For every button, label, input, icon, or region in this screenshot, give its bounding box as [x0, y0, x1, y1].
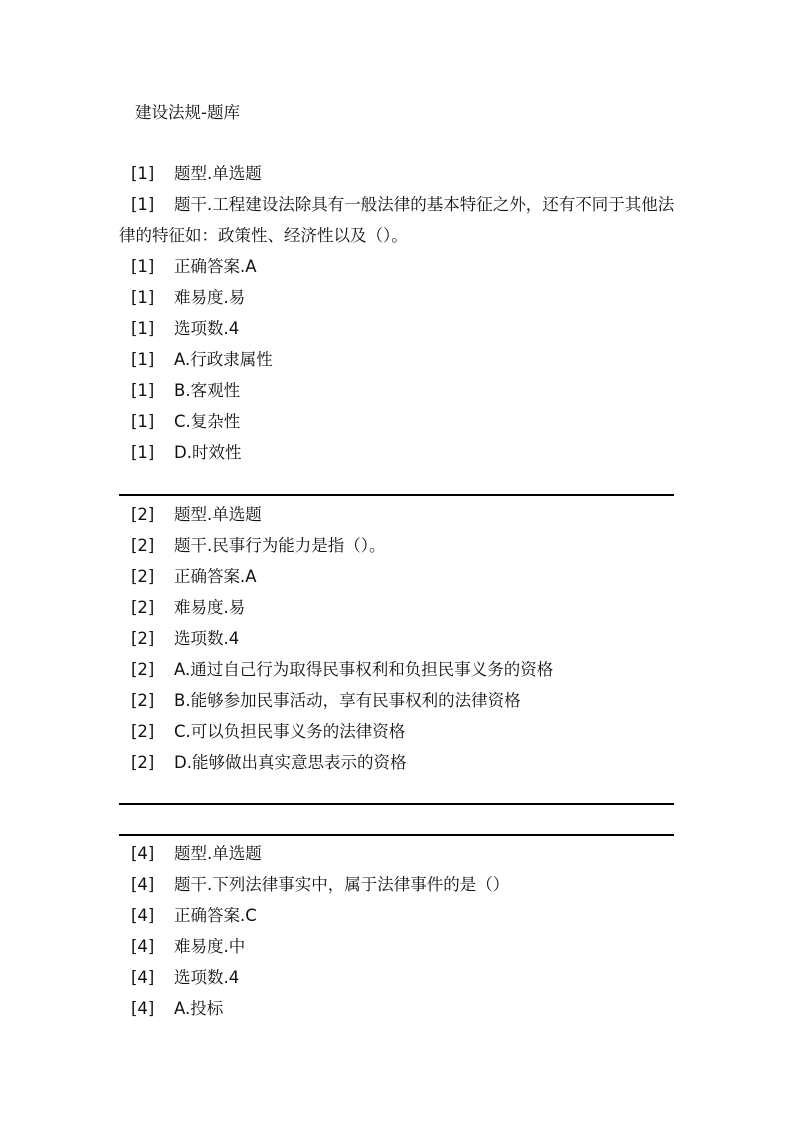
difficulty: 难易度.中 — [174, 937, 246, 956]
question-index: [1] — [131, 257, 155, 276]
question-line — [119, 530, 679, 561]
question-line — [119, 747, 679, 778]
question-line — [119, 993, 679, 1024]
question-index: [1] — [131, 319, 155, 338]
difficulty: 难易度.易 — [174, 598, 246, 617]
question-index: [4] — [131, 937, 155, 956]
correct-answer: 正确答案.A — [174, 257, 257, 276]
question-line — [119, 869, 679, 900]
question-index: [2] — [131, 536, 155, 555]
question-line — [119, 251, 679, 282]
question-line — [119, 344, 679, 375]
option-a: A.行政隶属性 — [174, 350, 273, 369]
question-index: [1] — [131, 443, 155, 462]
question-line — [119, 499, 679, 530]
question-index: [1] — [131, 164, 155, 183]
option-count: 选项数.4 — [174, 319, 240, 338]
question-index: [2] — [131, 753, 155, 772]
divider — [119, 834, 674, 836]
question-type: 题型.单选题 — [174, 505, 262, 524]
question-stem: 题干.民事行为能力是指（）。 — [174, 536, 386, 555]
option-a: A.投标 — [174, 999, 224, 1018]
question-line — [119, 437, 679, 468]
question-stem: 题干.工程建设法除具有一般法律的基本特征之外，还有不同于其他法律的特征如：政策性、经济性以及（）。 — [119, 195, 675, 245]
question-index: [2] — [131, 722, 155, 741]
question-index: [2] — [131, 629, 155, 648]
question-index: [1] — [131, 288, 155, 307]
divider — [119, 803, 674, 805]
correct-answer: 正确答案.A — [174, 567, 257, 586]
correct-answer: 正确答案.C — [174, 906, 257, 925]
option-a: A.通过自己行为取得民事权利和负担民事义务的资格 — [174, 660, 554, 679]
option-d: D.时效性 — [174, 443, 242, 462]
option-c: C.可以负担民事义务的法律资格 — [174, 722, 406, 741]
question-line — [119, 158, 679, 189]
question-index: [1] — [131, 381, 155, 400]
question-index: [4] — [131, 844, 155, 863]
option-count: 选项数.4 — [174, 629, 240, 648]
question-stem: 题干.下列法律事实中，属于法律事件的是（） — [174, 875, 510, 894]
question-index: [2] — [131, 598, 155, 617]
question-index: [4] — [131, 968, 155, 987]
question-index: [2] — [131, 505, 155, 524]
question-line — [119, 716, 679, 747]
question-line — [119, 406, 679, 437]
option-c: C.复杂性 — [174, 412, 241, 431]
question-line — [119, 313, 679, 344]
question-index: [2] — [131, 567, 155, 586]
option-d: D.能够做出真实意思表示的资格 — [174, 753, 407, 772]
question-index: [1] — [131, 195, 155, 214]
question-type: 题型.单选题 — [174, 164, 262, 183]
question-line — [119, 592, 679, 623]
question-line — [119, 623, 679, 654]
question-index: [1] — [131, 412, 155, 431]
question-type: 题型.单选题 — [174, 844, 262, 863]
question-index: [4] — [131, 999, 155, 1018]
question-index: [4] — [131, 875, 155, 894]
question-index: [4] — [131, 906, 155, 925]
question-line — [119, 931, 679, 962]
document-title: 建设法规-题库 — [135, 103, 240, 122]
difficulty: 难易度.易 — [174, 288, 246, 307]
option-b: B.客观性 — [174, 381, 241, 400]
question-1 — [119, 158, 679, 468]
question-line — [119, 838, 679, 869]
question-line — [119, 900, 679, 931]
option-b: B.能够参加民事活动，享有民事权利的法律资格 — [174, 691, 521, 710]
question-line — [119, 962, 679, 993]
question-line — [119, 561, 679, 592]
question-line — [119, 654, 679, 685]
question-line — [119, 282, 679, 313]
question-index: [1] — [131, 350, 155, 369]
question-line — [119, 375, 679, 406]
question-2 — [119, 499, 679, 778]
question-line — [119, 685, 679, 716]
divider — [119, 494, 674, 496]
question-line — [119, 189, 679, 251]
question-index: [2] — [131, 660, 155, 679]
question-index: [2] — [131, 691, 155, 710]
question-4 — [119, 838, 679, 1024]
option-count: 选项数.4 — [174, 968, 240, 987]
